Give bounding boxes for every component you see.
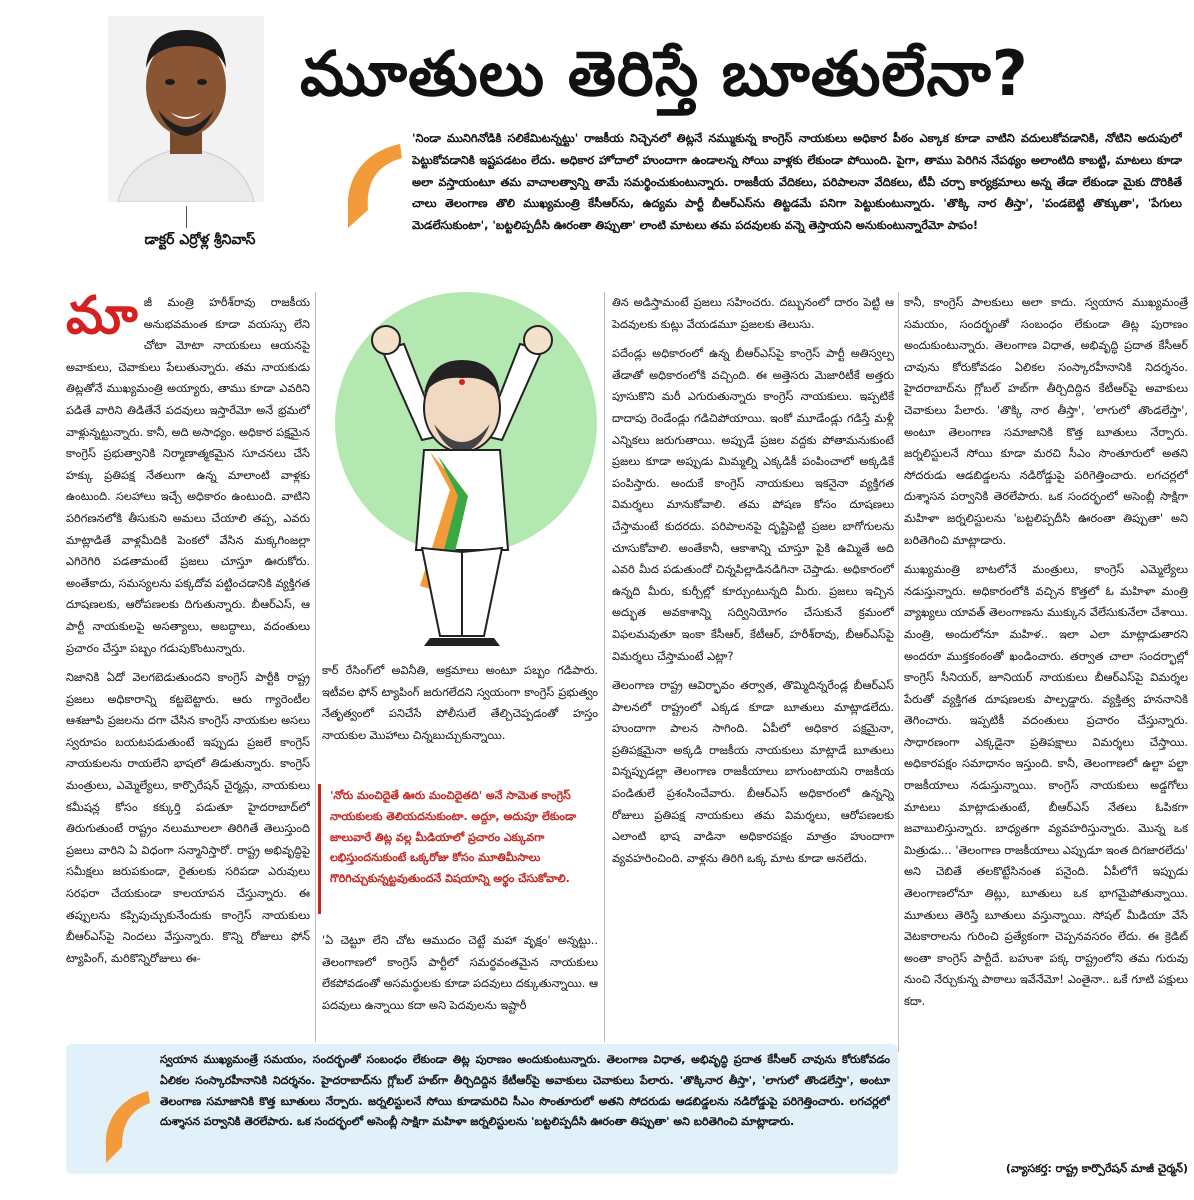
col2-paragraph-1: కార్ రేసింగ్‌లో అవినీతి, అక్రమాలు అంటూ పబ్బం గడిపారు. ఇటీవల ఫోన్ ట్యాపింగ్ జరుగలేదని స్వయంగా కాంగ్రెస్ ప్రభుత్వం నేతృత్వంలో పనిచేసే పోలీసులే తేల్చిచెప్పడంతో హస్తం నాయకుల మొహాలు చిన్నబుచ్చుకున్నాయి. <box>322 664 598 742</box>
column-3 <box>612 292 894 1042</box>
quote-mark-icon <box>340 140 404 230</box>
col1-paragraph-1: జీ మంత్రి హరీశ్‌రావు రాజకీయ అనుభవమంత కూడా వయస్సు లేని చోటా మోటా నాయకులు ఆయనపై అవాకులు, చెవాకులు పేలుతున్నారు. తమ నాయకుడు తిట్లతోనే ముఖ్యమంత్రి అయ్యారు, తాము కూడా ఎవరిని పడితే వారిని తిడితేనే పదవులు ఇస్తారేమో అనే భ్రమలో వాళ్లున్నట్టున్నారు. కానీ, అది అసాధ్యం. అధికార పక్షమైన కాంగ్రెస్ ప్రభుత్వానికి నిర్మాణాత్మకమైన సూచనలు చేసే హక్కు ప్రతిపక్ష నేతలుగా ఉన్న మాలాంటి వాళ్లకు ఉంటుంది. సలహాలు ఇచ్చే అధికారం ఉంటుంది. వాటిని పరిగణనలోకి తీసుకుని అమలు చేయాలి తప్ప, ఎవరు మాట్లాడితే వాళ్లమీదికి పెంకలో వేసిన మక్కగింజల్లా ఎగిరెగిరి పడతామంటే ప్రజలు చూస్తూ ఊరుకోరు. అంతేకాదు, సమస్యలను పక్కదోవ పట్టించడానికి వ్యక్తిగత దూషణలకు, ఆరోపణలకు దిగుతున్నారు. బీఆర్ఎస్, ఆ పార్టీ నాయకులపై అసత్యాలు, అబద్ధాలు, వదంతులు ప్రచారం చేస్తూ పబ్బం గడుపుకొంటున్నారు. <box>66 296 310 655</box>
col3-paragraph-2: పదేండ్లు అధికారంలో ఉన్న బీఆర్ఎస్‌పై కాంగ్రెస్ పార్టీ అతిస్వల్ప తేడాతో అధికారంలోకి వచ్చింది. ఈ అత్తెసరు మెజారిటీకే అత్తరు పూసుకొని మరీ ఎగురుతున్నారు కాంగ్రెస్ నాయకులు. ఇప్పటికే దాదాపు రెండేండ్లు గడిచిపోయాయి. ఇంకో మూడేండ్లు గడిస్తే మళ్లీ ఎన్నికలు జరుగుతాయి. అప్పుడే ప్రజల వద్దకు పోతామనుకుంటే ప్రజలు కూడా అప్పుడు మిమ్మల్ని ఎక్కడికీ పంపించాలో అక్కడికే పంపిస్తారు. అందుకే కాంగ్రెస్ నాయకులు ఇకనైనా వ్యక్తిగత విమర్శలు మానుకోవాలి. తమ పోషణ కోసం దూషణలు చేస్తామంటే కుదరదు. పరిపాలనపై దృష్టిపెట్టి ప్రజల బాగోగులను చూసుకోవాలి. అంతేకానీ, ఆకాశాన్ని చూస్తూ పైకి ఉమ్మితే అది ఎవరి మీద పడుతుందో చిన్నపిల్లాడినడిగినా చెప్తాడు. అధికారంలో ఉన్నది మీరు, కుర్చీల్లో కూర్చుంటున్నది మీరు. ప్రజలు ఇచ్చిన అద్భుత అవకాశాన్ని సద్వినియోగం చేసుకునే క్రమంలో విఫలమవుతూ ఇంకా కేసీఆర్, కేటీఆర్, హరీశ్‌రావు, బీఆర్ఎస్‌పై విమర్శలు చేస్తామంటే ఎట్లా? <box>612 347 894 663</box>
column-rule <box>898 292 899 1052</box>
pullquote-rule <box>318 784 321 914</box>
col3-paragraph-1: తిన అడిస్తామంటే ప్రజలు సహించరు. దబ్బునంలో దారం పెట్టి ఆ పెదవులకు కుట్లు వేయడమూ ప్రజలకు తెలుసు. <box>612 296 894 331</box>
writer-note: (వ్యాసకర్త: రాష్ట్ర కార్పొరేషన్ మాజీ చైర్మన్) <box>1005 1162 1188 1175</box>
author-divider <box>186 206 187 228</box>
cartoon-illustration <box>312 290 612 650</box>
col4-paragraph-1: కానీ, కాంగ్రెస్ పాలకులు అలా కాదు. స్వయాన ముఖ్యమంత్రే సమయం, సందర్భంతో సంబంధం లేకుండా తిట్ల పురాణం అందుకుంటున్నారు. తెలంగాణ విధాత, అభివృద్ధి ప్రదాత కేసీఆర్ చావును కోరుకోవడం ఏలికల సంస్కారహీనానికి నిదర్శనం. హైదరాబాద్‌ను గ్లోబల్ హబ్‌గా తీర్చిదిద్దిన కేటీఆర్‌పై అవాకులు చెవాకులు పేలారు. 'తొక్కి నార తీస్తా', 'లాగులో తొండలేస్తా', అంటూ తెలంగాణ సమాజానికి కొత్త బూతులు నేర్పారు. జర్నలిస్టులనే సోయి కూడా మరచి సీఎం సొంతూరులో అతని సోదరుడు ఆడబిడ్డలను నడిరోడ్డుపై పరిగెత్తించారు. లగచర్లలో దుశ్శాసన పర్వానికి తెరలేపారు. ఒక సందర్భంలో అసెంబ్లీ సాక్షిగా మహిళా జర్నలిస్టులను 'బట్టలిప్పదీసి ఊరంతా తిప్పుతా' అని బరితెగించి మాట్లాడారు. <box>904 296 1188 547</box>
column-4 <box>904 292 1188 1052</box>
col4-paragraph-2: ముఖ్యమంత్రి బాటలోనే మంత్రులు, కాంగ్రెస్ ఎమ్మెల్యేలు నడుస్తున్నారు. అధికారంలోకి వచ్చిన కొత్తలో ఓ మహిళా మంత్రి వ్యాఖ్యలు యావత్ తెలంగాణను ముక్కున వేలేసుకునేలా చేశాయి. మంత్రి, అందులోనూ మహిళ.. ఇలా ఎలా మాట్లాడుతారని అందరూ ముక్తకంఠంతో ఖండించారు. తర్వాత చాలా సందర్భాల్లో కాంగ్రెస్ సీనియర్, జూనియర్ నాయకులు బీఆర్ఎస్‌పై విమర్శల పేరుతో వ్యక్తిగత దూషణలకు పాల్పడ్డారు. వ్యక్తిత్వ హననానికి తెగించారు. ఇప్పటికీ వదంతులు ప్రచారం చేస్తున్నారు. సాధారణంగా ఎక్కడైనా ప్రతిపక్షాలు విమర్శలు చేస్తాయి. అధికారపక్షం సమాధానం ఇస్తుంది. కానీ, తెలంగాణలో ఉల్టా పల్టా రాజకీయాలు నడుస్తున్నాయి. కాంగ్రెస్ నాయకులు అడ్డగోలు మాటలు మాట్లాడుతుంటే, బీఆర్ఎస్ నేతలు ఓపికగా జవాబులిస్తున్నారు. బాధ్యతగా వ్యవహరిస్తున్నారు. మొన్న ఒక మిత్రుడు... 'తెలంగాణ రాజకీయాలు ఎప్పుడూ ఇంత దిగజారలేదు' అని చెబితే తలకొట్టేసినంత పనైంది. ఏపీలోగే ఇప్పుడు తెలంగాణలోనూ తిట్లు, బూతులు ఒక భాగమైపోతున్నాయి. మూతులు తెరిస్తే బూతులు వస్తున్నాయి. సోషల్ మీడియా వేసే వెటకారాలను గురించి ప్రత్యేకంగా చెప్పనవసరం లేదు. ఈ క్రెడిట్ అంతా కాంగ్రెస్ పార్టీదే. బహుశా పక్క రాష్ట్రంలోని తమ గురువు నుంచి నేర్చుకున్న పాఠాలు ఇవేనేమో! ఎంతైనా.. ఒకే గూటి పక్షులు కదా. <box>904 563 1188 1008</box>
author-photo <box>108 16 264 202</box>
headline: మూతులు తెరిస్తే బూతులేనా? <box>300 37 1029 110</box>
bottom-quote-text: స్వయాన ముఖ్యమంత్రే సమయం, సందర్భంతో సంబంధం లేకుండా తిట్ల పురాణం అందుకుంటున్నారు. తెలంగాణ విధాత, అభివృద్ధి ప్రదాత కేసీఆర్ చావును కోరుకోవడం ఏలికల సంస్కారహీనానికి నిదర్శనం. హైదరాబాద్‌ను గ్లోబల్ హబ్‌గా తీర్చిదిద్దిన కేటీఆర్‌పై అవాకులు చెవాకులు పేలారు. 'తొక్కినార తీస్తా', 'లాగులో తొండలేస్తా', అంటూ తెలంగాణ సమాజానికి కొత్త బూతులు నేర్పారు. జర్నలిస్టులనే సోయి కూడామరిచి సీఎం సొంతూరులో అతని సోదరుడు ఆడబిడ్డలను నడిరోడ్డుపై పరిగెత్తించారు. లగచర్లలో దుశ్శాసన పర్వానికి తెరలేపారు. ఒక సందర్భంలో అసెంబ్లీ సాక్షిగా మహిళా జర్నలిస్టులను 'బట్టలిప్పదీసి ఊరంతా తిప్పుతా' అని బరితెగించి మాట్లాడారు. <box>160 1053 890 1129</box>
dropcap: మా <box>66 292 138 346</box>
author-name: డాక్టర్ ఎర్రోళ్ల శ్రీనివాస్ <box>144 232 256 248</box>
column-1 <box>66 292 310 1040</box>
col3-paragraph-3: తెలంగాణ రాష్ట్ర ఆవిర్భావం తర్వాత, తొమ్మిదిన్నరేండ్ల బీఆర్ఎస్ పాలనలో రాష్ట్రంలో ఎక్కడ కూడా బూతులు మాట్లాడలేదు. హుందాగా పాలన సాగింది. ఏపీలో అధికార పక్షమైనా, ప్రతిపక్షమైనా అక్కడి రాజకీయ నాయకులు మాట్లాడే బూతులు విన్నప్పుడల్లా తెలంగాణ రాజకీయాలు బాగుంటాయని రాజకీయ పండితులే ప్రశంసించేవారు. బీఆర్ఎస్ అధికారంలో ఉన్నన్ని రోజులు ప్రతిపక్ష నాయకులు తమ విమర్శలు, ఆరోపణలకు ఎలాంటి భాష వాడినా అధికారపక్షం మాత్రం హుందాగా వ్యవహరించింది. వాళ్లను తిరిగి ఒక్క మాట కూడా అనలేదు. <box>612 679 894 865</box>
pullquote: 'నోరు మంచిదైతే ఊరు మంచిదైతది' అనే సామెత కాంగ్రెస్ నాయకులకు తెలియదనుకుంటా. అద్దూ, అదుపూ లేకుండా జాలువారే తిట్ల వల్ల మీడియాలో ప్రచారం ఎక్కువగా లభిస్తుందనుకుంటే ఒక్కరోజు కోసం మూతిమీసాలు గొరిగిచ్చుకున్నట్టవుతుందనే విషయాన్ని అర్థం చేసుకోవాలి. <box>330 789 577 886</box>
intro-paragraph: 'నిండా మునిగినోడికి సలికేమిటన్నట్టు' రాజకీయ నిచ్చెనలో తిట్లనే నమ్ముకున్న కాంగ్రెస్ నాయకులు అధికార పీఠం ఎక్కాక కూడా వాటిని వదులుకోవడానికి, నోటిని అదుపులో పెట్టుకోవడానికి ఇష్టపడటం లేదు. అధికార హోదాలో హుందాగా ఉండాలన్న సోయి వాళ్లకు లేకుండా పోయింది. పైగా, తాము పెరిగిన నేపథ్యం అలాంటిది కాబట్టి, మాటలు కూడా అలా వస్తాయంటూ తమ వాచాలత్వాన్ని తామే సమర్థించుకుంటున్నారు. రాజకీయ వేదికలు, పరిపాలనా వేదికలు, టీవీ చర్చా కార్యక్రమాలు అన్న తేడా లేకుండా మైకు దొరికితే చాలు తెలంగాణ తొలి ముఖ్యమంత్రి కేసీఆర్‌ను, ఉద్యమ పార్టీ బీఆర్ఎస్‌ను తిట్టడమే పనిగా పెట్టుకుంటున్నారు. 'తొక్కి నార తీస్తా', 'పండబెట్టి తొక్కుతా', 'పేగులు మెడలేసుకుంటా', 'బట్టలిప్పదీసి ఊరంతా తిప్పుతా' లాంటి మాటలు తమ పదవులకు వన్నె తెస్తాయని అనుకుంటున్నారేమో పాపం! <box>412 131 1182 233</box>
col2-paragraph-2: 'ఏ చెట్టూ లేని చోట ఆముదం చెట్టే మహా వృక్షం' అన్నట్టు.. తెలంగాణలో కాంగ్రెస్ పార్టీలో సమర్థవంతమైన నాయకులు లేకపోవడంతో అసమర్థులకు కూడా పదవులు దక్కుతున్నాయి. ఆ పదవులు ఉన్నాయి కదా అని పెదవులను ఇష్టారీ <box>322 934 598 1012</box>
col1-paragraph-2: నిజానికి ఏదో వెలగబెడుతుందని కాంగ్రెస్ పార్టీకి రాష్ట్ర ప్రజలు అధికారాన్ని కట్టబెట్టారు. ఆరు గ్యారెంటీల ఆశజూపి ప్రజలను దగా చేసిన కాంగ్రెస్ నాయకుల అసలు స్వరూపం బయటపడుతుంటే ఇప్పుడు ప్రజలే కాంగ్రెస్ నాయకులను రాయలేని భాషలో తిడుతున్నారు. కాంగ్రెస్ మంత్రులు, ఎమ్మెల్యేలు, కార్పొరేషన్ చైర్మన్లు, నాయకులు కమీషన్ల కోసం కక్కుర్తి పడుతూ హైదరాబాద్‌లో తిరుగుతుంటే రాష్ట్రం నలుమూలలా తిరిగితే తెలుస్తుంది ప్రజలు వారిని ఏ విధంగా సన్మానిస్తారో. రాష్ట్ర అభివృద్ధిపై సమీక్షలు జరుపకుండా, రైతులకు సరిపడా ఎరువులు సరఫరా చేయకుండా కాలయాపన చేస్తున్నారు. ఈ తప్పులను కప్పిపుచ్చుకునేందుకు కాంగ్రెస్ నాయకులు బీఆర్ఎస్‌పై నిందలు వేస్తున్నారు. కొన్ని రోజులు ఫోన్ ట్యాపింగ్, మరికొన్నిరోజులు ఈ- <box>66 671 310 965</box>
